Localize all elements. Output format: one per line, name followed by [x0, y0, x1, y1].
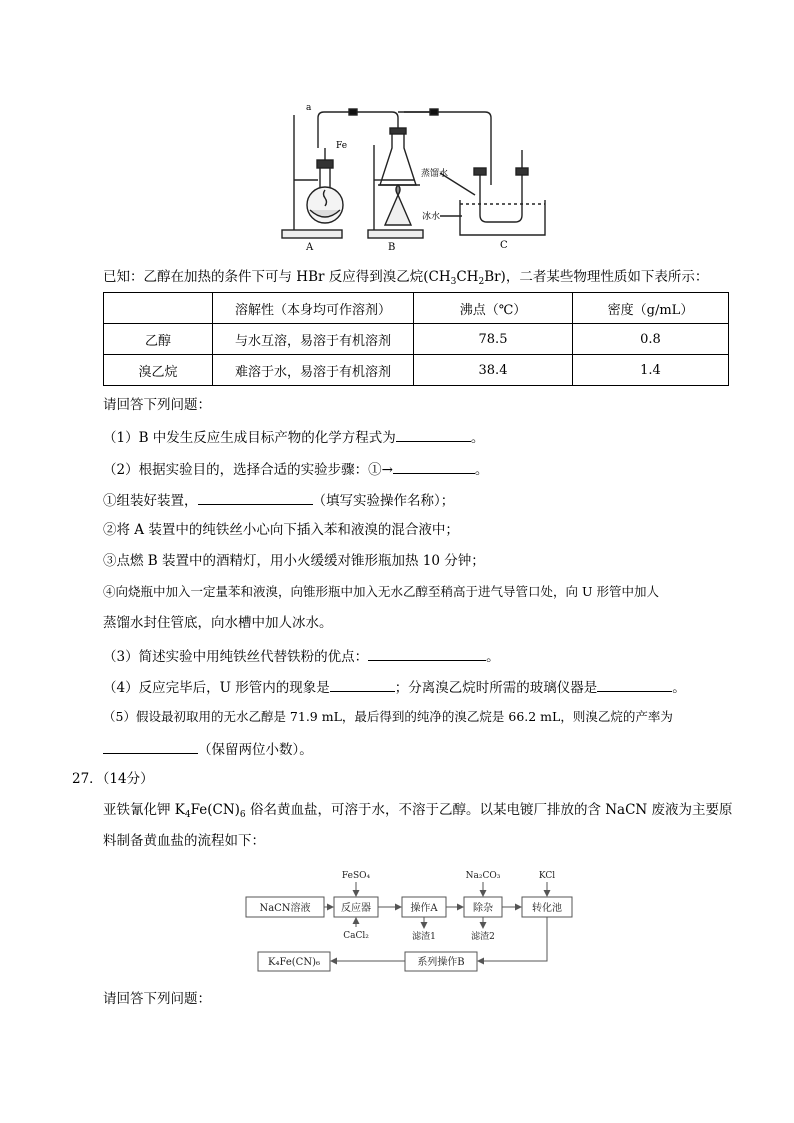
table-header-cell: 沸点（℃）: [414, 293, 573, 324]
question-2-end: 。: [474, 462, 489, 478]
flow-input-na2co3: Na₂CO₃: [465, 871, 501, 881]
table-cell: 38.4: [414, 355, 573, 386]
intro-line: [103, 268, 708, 291]
table-header-cell: 密度（g/mL）: [573, 293, 729, 324]
flow-label-reactor: 反应器: [341, 903, 371, 914]
flow-input-cacl2: CaCl₂: [343, 931, 369, 941]
question-27-header: 27．（14分）: [72, 771, 154, 787]
apparatus-label-C: C: [500, 240, 508, 251]
table-row: [104, 324, 729, 355]
flow-label-seriesB: 系列操作B: [417, 957, 465, 968]
properties-table: [103, 292, 729, 386]
step-1-text: ①组装好装置，: [103, 493, 198, 509]
step-2: ②将 A 装置中的纯铁丝小心向下插入苯和液溴的混合液中；: [103, 522, 459, 538]
intro-text-mid: CH: [456, 269, 479, 285]
questions-prompt: 请回答下列问题：: [103, 397, 211, 413]
step-1-end: （填写实验操作名称）；: [312, 493, 455, 509]
q27-sub-2: 6: [239, 810, 246, 820]
table-row: [104, 355, 729, 386]
table-cell: 溴乙烷: [104, 355, 213, 386]
intro-text-post: Br)，二者某些物理性质如下表所示：: [484, 269, 709, 285]
question-5-line-2: [103, 739, 313, 759]
question-2-text: （2）根据实验目的，选择合适的实验步骤：①→: [103, 462, 393, 478]
question-27-intro-line-2: 料制备黄血盐的流程如下：: [103, 833, 265, 849]
question-4-end: 。: [672, 680, 686, 696]
flow-label-convert: 转化池: [532, 903, 562, 914]
intro-sub-1: 3: [450, 277, 457, 287]
question-5-end: （保留两位小数）。: [198, 742, 313, 758]
answer-blank[interactable]: [330, 677, 395, 692]
flow-output-residue2: 滤渣2: [471, 932, 495, 942]
question-1-text: （1）B 中发生反应生成目标产物的化学方程式为: [103, 430, 396, 446]
answer-blank[interactable]: [396, 427, 471, 442]
apparatus-label-fe: Fe: [336, 141, 348, 151]
answer-blank[interactable]: [597, 677, 672, 692]
q27-intro-post: 俗名黄血盐，可溶于水，不溶于乙醇。以某电镀厂排放的含 NaCN 废液为主要原: [245, 802, 733, 818]
table-cell: 78.5: [414, 324, 573, 355]
table-cell: 1.4: [573, 355, 729, 386]
table-cell: 乙醇: [104, 324, 213, 355]
question-3: [103, 646, 500, 666]
question-3-text: （3）简述实验中用纯铁丝代替铁粉的优点：: [103, 649, 369, 665]
table-header-cell: [104, 293, 213, 324]
step-4-line-2: 蒸馏水封住管底，向水槽中加人冰水。: [103, 615, 333, 631]
table-cell: 难溶于水，易溶于有机溶剂: [213, 355, 414, 386]
flow-output-residue1: 滤渣1: [412, 932, 436, 942]
step-1: [103, 490, 454, 510]
table-header-row: [104, 293, 729, 324]
q27-sub-1: 4: [184, 810, 191, 820]
flow-input-kcl: KCl: [538, 871, 556, 881]
apparatus-label-a: a: [306, 103, 312, 113]
table-header-cell: 溶解性（本身均可作溶剂）: [213, 293, 414, 324]
step-4-line-1: ④向烧瓶中加入一定量苯和液溴，向锥形瓶中加入无水乙醇至稍高于进气导管口处，向 U 形管中加人: [103, 584, 659, 599]
apparatus-label-distilled-water: 蒸馏水: [421, 169, 449, 179]
question-27-prompt: 请回答下列问题：: [103, 991, 211, 1007]
question-4: [103, 677, 686, 697]
table-cell: 与水互溶，易溶于有机溶剂: [213, 324, 414, 355]
question-2: [103, 459, 488, 479]
question-4-text-a: （4）反应完毕后，U 形管内的现象是: [103, 680, 330, 696]
apparatus-label-A: A: [306, 242, 314, 253]
flow-label-product: K₄Fe(CN)₆: [267, 957, 321, 968]
table-cell: 0.8: [573, 324, 729, 355]
answer-blank[interactable]: [103, 739, 198, 754]
flow-label-nacn: NaCN溶液: [259, 903, 311, 914]
question-27-intro: [103, 801, 733, 824]
intro-text-pre: 已知：乙醇在加热的条件下可与 HBr 反应得到溴乙烷(CH: [103, 269, 451, 285]
step-3: ③点燃 B 装置中的酒精灯，用小火缓缓对锥形瓶加热 10 分钟；: [103, 553, 485, 569]
q27-intro-mid: Fe(CN): [190, 802, 240, 818]
apparatus-diagram: [270, 100, 570, 255]
flow-label-remove: 除杂: [473, 903, 493, 914]
apparatus-label-ice-water: 冰水: [422, 212, 441, 222]
answer-blank[interactable]: [198, 490, 313, 505]
flow-label-opA: 操作A: [410, 903, 438, 914]
question-1: [103, 427, 484, 447]
question-5-line-1: （5）假设最初取用的无水乙醇是 71.9 mL，最后得到的纯净的溴乙烷是 66.2 mL，则溴乙烷的产率为: [103, 709, 673, 724]
apparatus-label-B: B: [388, 242, 396, 253]
q27-intro-pre: 亚铁氰化钾 K: [103, 802, 185, 818]
answer-blank[interactable]: [393, 459, 475, 474]
answer-blank[interactable]: [368, 646, 486, 661]
intro-sub-2: 2: [478, 277, 485, 287]
question-1-end: 。: [470, 430, 485, 446]
question-4-text-b: ；分离溴乙烷时所需的玻璃仪器是: [394, 680, 598, 696]
flow-input-feso4: FeSO₄: [341, 871, 371, 881]
process-flow-diagram: [240, 862, 580, 977]
question-3-end: 。: [486, 649, 500, 665]
